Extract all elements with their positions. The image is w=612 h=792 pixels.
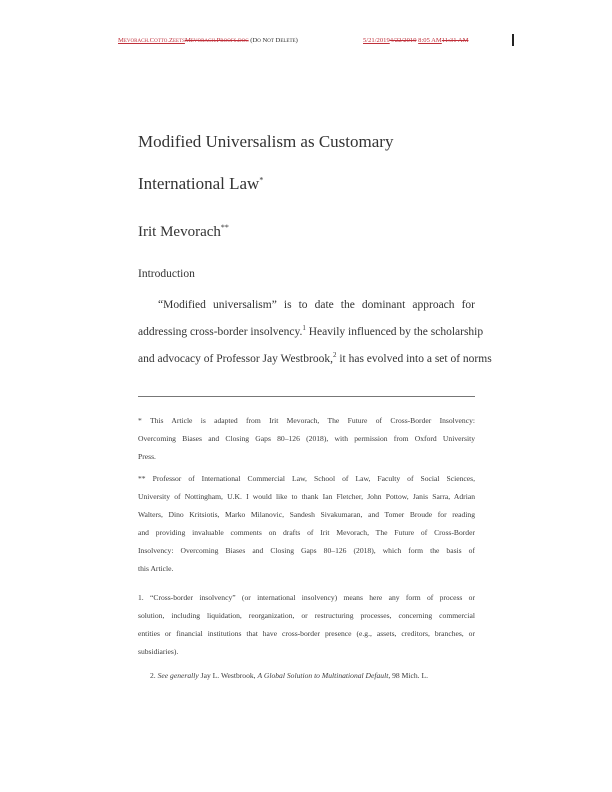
footnote-line: Walters, Dino Kritsiotis, Marko Milanovic, Sandesh Sivakumaran, and Tomer Broude for reading	[138, 510, 475, 519]
footnote-line: University of Nottingham, U.K. I would like to thank Ian Fletcher, John Pottow, Janis Sarra, Adrian	[138, 492, 475, 501]
header-note: (Do Not Delete)	[250, 37, 298, 44]
header-time-deleted: 11:31 AM	[441, 37, 469, 44]
article-title-line-2: International Law*	[138, 174, 264, 193]
header-date-inserted: 5/21/2019	[363, 37, 390, 44]
footnote-separator	[138, 396, 475, 397]
author-footnote-marker: **	[220, 223, 229, 232]
footnote-ref-1[interactable]: 1	[302, 324, 306, 333]
change-bar	[512, 34, 514, 46]
header-time-inserted: 8:05 AM	[418, 37, 442, 44]
footnote-line: ** Professor of International Commercial Law, School of Law, Faculty of Social Sciences,	[138, 474, 475, 483]
header-date-deleted: 4/22/2019	[389, 37, 417, 44]
footnote-line: Press.	[138, 452, 156, 461]
author-name: Irit Mevorach**	[138, 223, 229, 240]
running-header	[118, 36, 490, 45]
footnote-line: 2. See generally Jay L. Westbrook, A Global Solution to Multinational Default, 98 Mich. L.	[150, 671, 428, 680]
title-footnote-marker: *	[259, 175, 264, 185]
section-heading: Introduction	[138, 268, 195, 280]
footnote-line: entities or financial institutions that have cross-border presence (e.g., assets, creditors, branches, or	[138, 629, 475, 638]
footnote-line: Overcoming Biases and Closing Gaps 80–126 (2018), with permission from Oxford University	[138, 434, 475, 443]
header-name-inserted: Mevorach.Cotto.Zeets	[118, 37, 185, 44]
header-name-deleted: Mevorach.Proofs.doc	[184, 37, 249, 44]
footnote-line: subsidiaries).	[138, 647, 179, 656]
footnote-line: and providing invaluable comments on drafts of Irit Mevorach, The Future of Cross-Border	[138, 528, 475, 537]
footnote-line: this Article.	[138, 564, 174, 573]
footnote-line: 1. “Cross-border insolvency” (or international insolvency) means here any form of process or	[138, 593, 475, 602]
article-title-line-1: Modified Universalism as Customary	[138, 132, 394, 151]
body-text-line: addressing cross-border insolvency.$^1$ Heavily influenced by the scholarship	[138, 324, 484, 338]
footnote-line: solution, including liquidation, reorganization, or restructuring processes, concerning commercial	[138, 611, 475, 620]
body-text-line: and advocacy of Professor Jay Westbrook,$^2$ it has evolved into a set of norms	[138, 351, 492, 365]
body-text-line: “Modified universalism” is to date the dominant approach for	[158, 299, 475, 311]
header-date	[363, 36, 468, 45]
footnote-ref-2[interactable]: 2	[332, 351, 337, 360]
footnote-line: * This Article is adapted from Irit Mevorach, The Future of Cross-Border Insolvency:	[138, 416, 475, 425]
footnote-line: Insolvency: Overcoming Biases and Closing Gaps 80–126 (2018), which form the basis of	[138, 546, 475, 555]
